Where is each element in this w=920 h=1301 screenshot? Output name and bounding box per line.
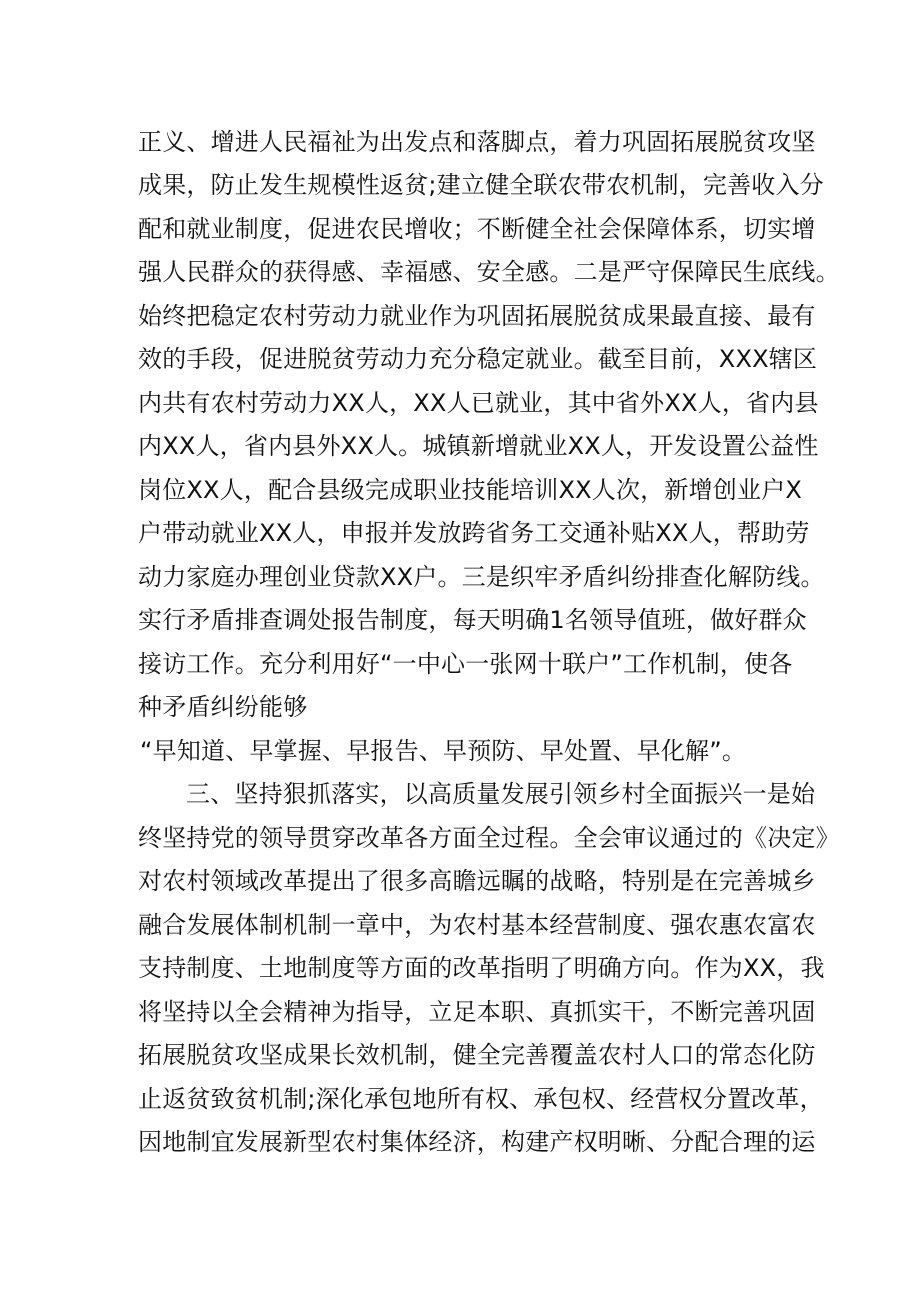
text-line: 实行矛盾排查调处报告制度，每天明确1名领导值班，做好群众	[138, 606, 807, 634]
text-line: 拓展脱贫攻坚成果长效机制，健全完善覆盖农村人口的常态化防	[138, 1041, 816, 1069]
text-line: 户带动就业XX人，申报并发放跨省务工交通补贴XX人，帮助劳	[138, 519, 810, 547]
text-line: 因地制宜发展新型农村集体经济，构建产权明晰、分配合理的运	[138, 1128, 816, 1156]
text-line: “早知道、早掌握、早报告、早预防、早处置、早化解”。	[140, 737, 747, 765]
text-line: 正义、增进人民福祉为出发点和落脚点，着力巩固拓展脱贫攻坚	[138, 128, 816, 156]
section-heading-line: 三、坚持狠抓落实，以高质量发展引领乡村全面振兴一是始	[186, 780, 816, 808]
text-line: 支持制度、土地制度等方面的改革指明了明确方向。作为XX，我	[138, 954, 825, 982]
text-line: 成果，防止发生规模性返贫;建立健全联农带农机制，完善收入分	[138, 171, 824, 199]
text-line: 止返贫致贫机制;深化承包地所有权、承包权、经营权分置改革，	[138, 1085, 824, 1113]
text-line: 动力家庭办理创业贷款XX户。三是织牢矛盾纠纷排查化解防线。	[138, 563, 825, 591]
text-line: 内共有农村劳动力XX人，XX人已就业，其中省外XX人，省内县	[138, 389, 819, 417]
text-line: 终坚持党的领导贯穿改革各方面全过程。全会审议通过的《决定》	[138, 824, 840, 852]
text-line: 将坚持以全会精神为指导，立足本职、真抓实干，不断完善巩固	[138, 998, 816, 1026]
text-line: 配和就业制度，促进农民增收；不断健全社会保障体系，切实增	[138, 215, 816, 243]
text-line: 内XX人，省内县外XX人。城镇新增就业XX人，开发设置公益性	[138, 432, 819, 460]
text-line: 接访工作。充分利用好“一中心一张网十联户”工作机制，使各	[138, 650, 793, 678]
text-line: 岗位XX人，配合县级完成职业技能培训XX人次，新增创业户X	[138, 476, 803, 504]
text-line: 对农村领域改革提出了很多高瞻远瞩的战略，特别是在完善城乡	[138, 867, 816, 895]
text-line: 效的手段，促进脱贫劳动力充分稳定就业。截至目前，XXX辖区	[138, 345, 818, 373]
text-line: 始终把稳定农村劳动力就业作为巩固拓展脱贫成果最直接、最有	[138, 302, 816, 330]
text-line: 种矛盾纠纷能够	[138, 693, 308, 721]
text-line: 强人民群众的获得感、幸福感、安全感。二是严守保障民生底线。	[138, 258, 840, 286]
text-line: 融合发展体制机制一章中，为农村基本经营制度、强农惠农富农	[138, 911, 816, 939]
